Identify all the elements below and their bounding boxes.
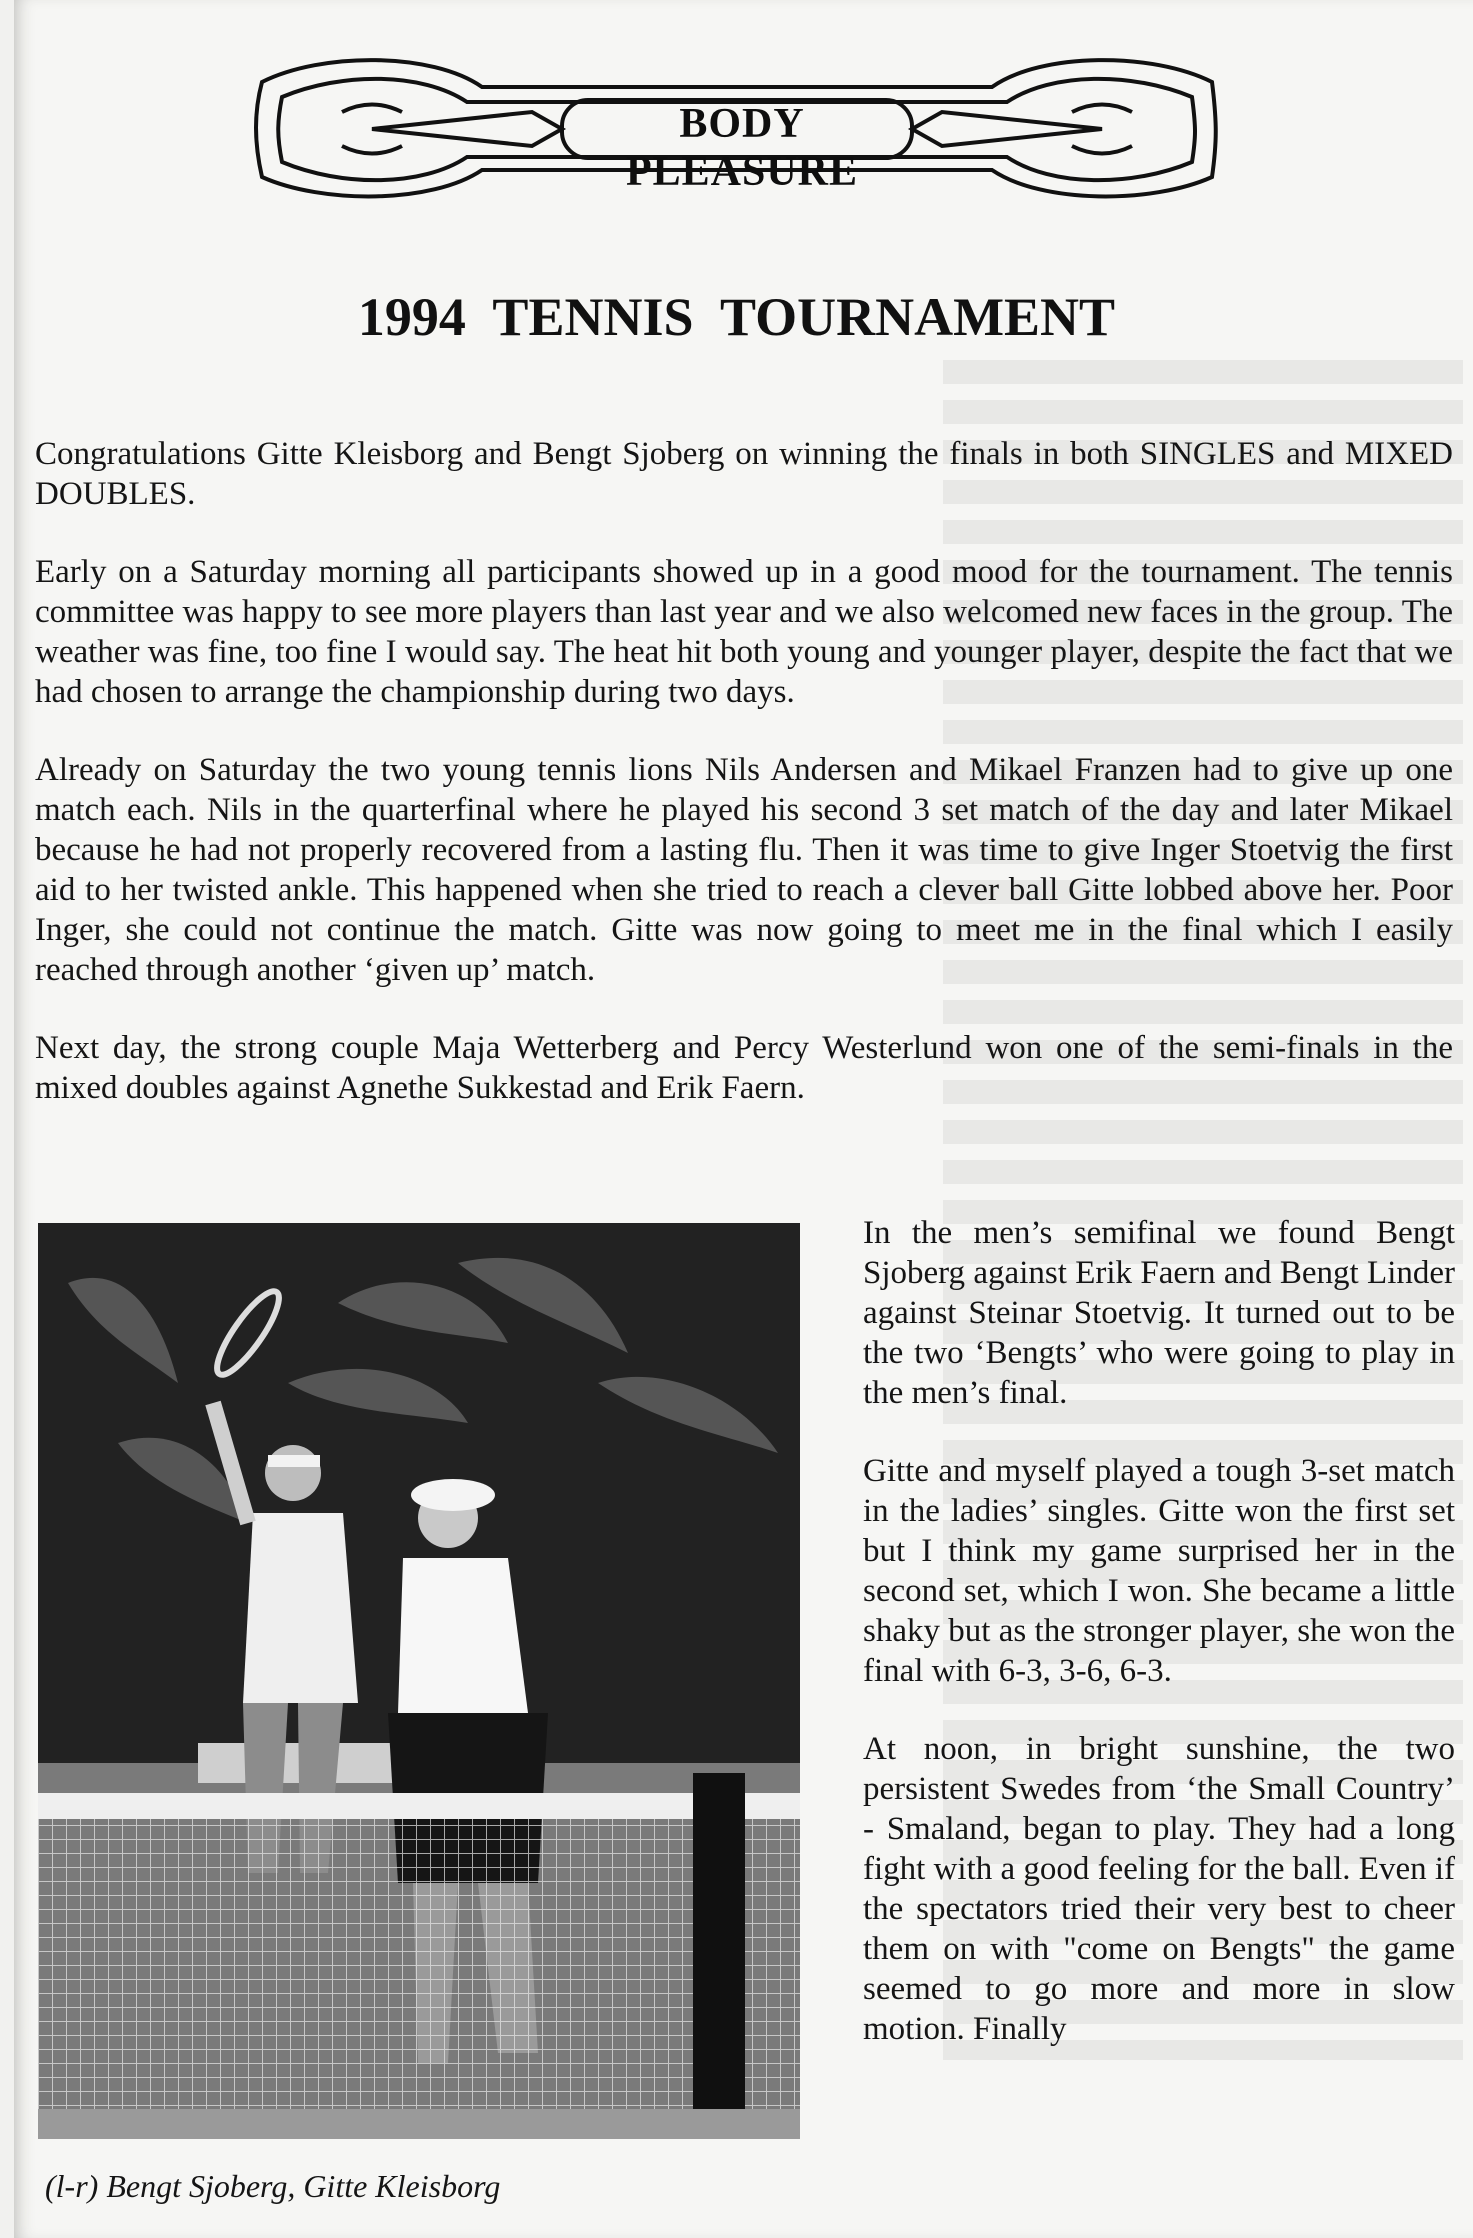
banner-title: BODY PLEASURE (625, 101, 859, 195)
paragraph-ladies-singles: Gitte and myself played a tough 3-set match in the ladies’ singles. Gitte won the first set but I think my game surprised her in the second set, which I won. She became a little shaky but as the stronger player, she won the final with 6-3, 3-6, 6-3. (863, 1453, 1455, 1689)
paragraph-congratulations: Congratulations Gitte Kleisborg and Bengt Sjoberg on winning the finals in both SINGLES and MIXED DOUBLES. (35, 436, 1453, 512)
paragraph-saturday-morning: Early on a Saturday morning all participants showed up in a good mood for the tournament. The tennis committee was happy to see more players than last year and we also welcomed new faces in the group. The weather was fine, too fine I would say. The heat hit both young and younger player, despite the fact that we had chosen to arrange the championship during two days. (35, 554, 1453, 710)
paragraph-saturday-matches: Already on Saturday the two young tennis lions Nils Andersen and Mikael Franzen had to give up one match each. Nils in the quarterfinal where he played his second 3 set match of the day and later Mikael because he had not properly recovered from a lasting flu. Then it was time to give Inger Stoetvig the first aid to her twisted ankle. This happened when she tried to reach a clever ball Gitte lobbed above her. Poor Inger, she could not continue the match. Gitte was now going to meet me in the final which I easily reached through another ‘given up’ match. (35, 752, 1453, 988)
tennis-photo (38, 1223, 800, 2139)
article-body (35, 434, 1453, 1146)
paragraph-next-day: Next day, the strong couple Maja Wetterberg and Percy Westerlund won one of the semi-finals in the mixed doubles against Agnethe Sukkestad and Erik Faern. (35, 1030, 1453, 1106)
side-column (863, 1213, 1455, 2087)
section-banner (232, 42, 1242, 212)
paragraph-mens-semifinal: In the men’s semifinal we found Bengt Sjoberg against Erik Faern and Bengt Linder against Steinar Stoetvig. It turned out to be the two ‘Bengts’ who were going to play in the men’s final. (863, 1215, 1455, 1411)
photo-caption: (l-r) Bengt Sjoberg, Gitte Kleisborg (45, 2168, 501, 2204)
paragraph-final-match: At noon, in bright sunshine, the two persistent Swedes from ‘the Small Country’ - Smaland, began to play. They had a long fight with a good feeling for the ball. Even if the spectators tried their very best to cheer them on with "come on Bengts" the game seemed to go more and more in slow motion. Finally (863, 1731, 1456, 2047)
article-title: 1994 TENNIS TOURNAMENT (357, 287, 1116, 347)
tennis-players-photo (38, 1223, 800, 2139)
